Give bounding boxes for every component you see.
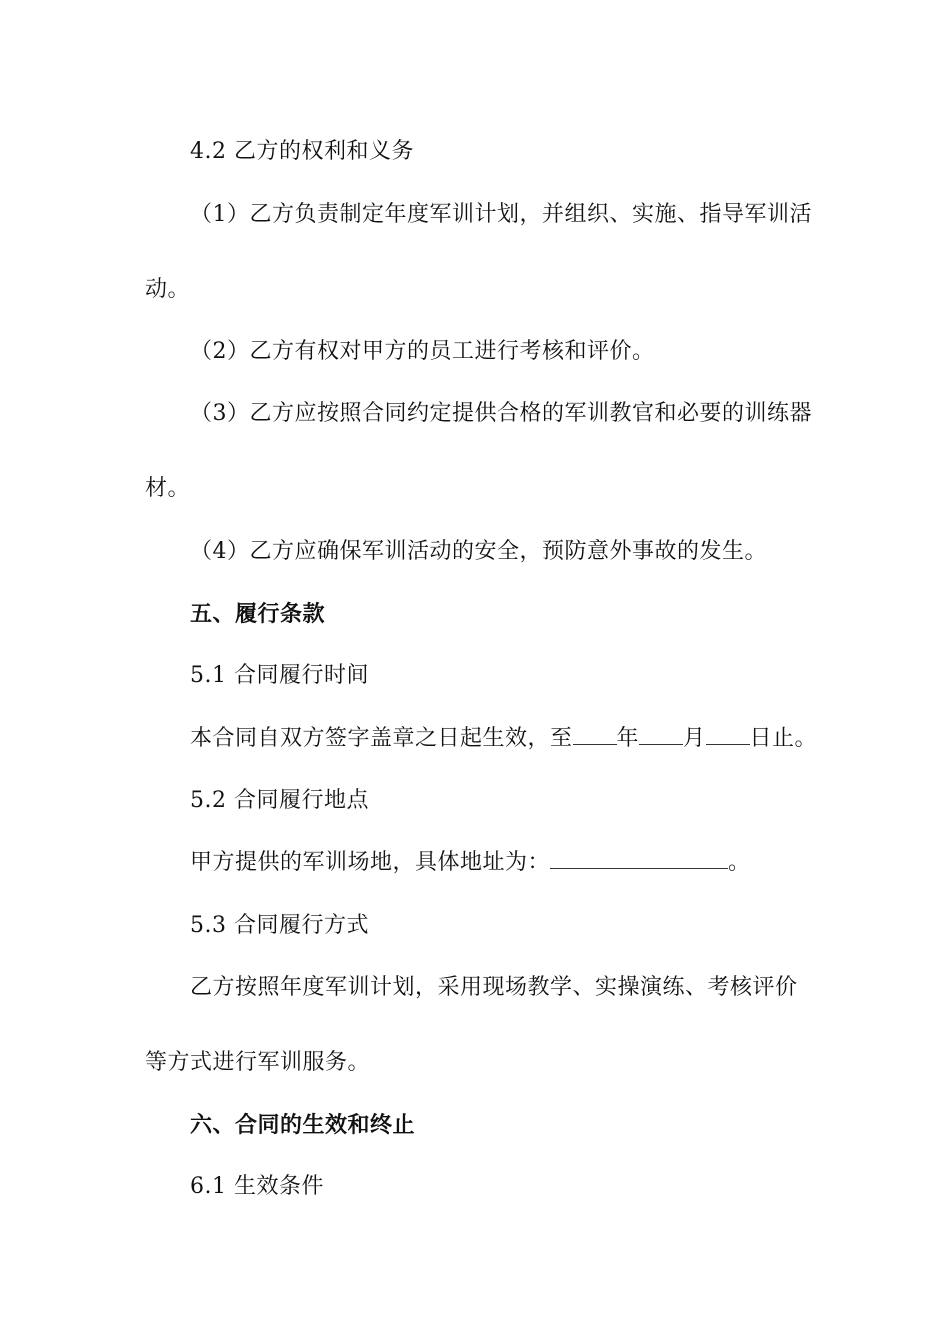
section-5-1-text <box>190 724 817 754</box>
section-5-1-text-prefix: 本合同自双方签字盖章之日起生效，至 <box>190 726 573 751</box>
item-4: （4）乙方应确保军训活动的安全，预防意外事故的发生。 <box>190 539 767 564</box>
address-blank <box>550 848 728 869</box>
month-label: 月 <box>683 726 706 751</box>
item-3-line-2: 材。 <box>145 476 191 501</box>
section-5-1-heading: 5.1 合同履行时间 <box>190 663 369 688</box>
item-2: （2）乙方有权对甲方的员工进行考核和评价。 <box>190 339 655 364</box>
section-5-3-line-1: 乙方按照年度军训计划，采用现场教学、实操演练、考核评价 <box>190 975 798 1000</box>
item-3-line-1: （3）乙方应按照合同约定提供合格的军训教官和必要的训练器 <box>190 401 812 426</box>
section-6-heading: 六、合同的生效和终止 <box>190 1112 416 1138</box>
section-5-2-text-prefix: 甲方提供的军训场地，具体地址为： <box>190 850 551 875</box>
year-label: 年 <box>616 726 640 751</box>
day-blank <box>706 724 750 745</box>
item-1-line-1: （1）乙方负责制定年度军训计划，并组织、实施、指导军训活 <box>190 202 812 227</box>
item-1-line-2: 动。 <box>145 277 191 302</box>
section-5-2-heading: 5.2 合同履行地点 <box>190 788 369 813</box>
month-blank <box>639 724 683 745</box>
section-5-2-text <box>190 848 751 878</box>
section-5-3-heading: 5.3 合同履行方式 <box>190 913 369 938</box>
year-blank <box>573 724 617 745</box>
section-5-2-text-end: 。 <box>728 850 751 875</box>
section-5-heading: 五、履行条款 <box>190 601 326 627</box>
section-5-3-line-2: 等方式进行军训服务。 <box>145 1050 371 1075</box>
section-4-2-heading: 4.2 乙方的权利和义务 <box>190 139 414 164</box>
day-label: 日止。 <box>749 726 818 751</box>
section-6-1-heading: 6.1 生效条件 <box>190 1174 324 1199</box>
